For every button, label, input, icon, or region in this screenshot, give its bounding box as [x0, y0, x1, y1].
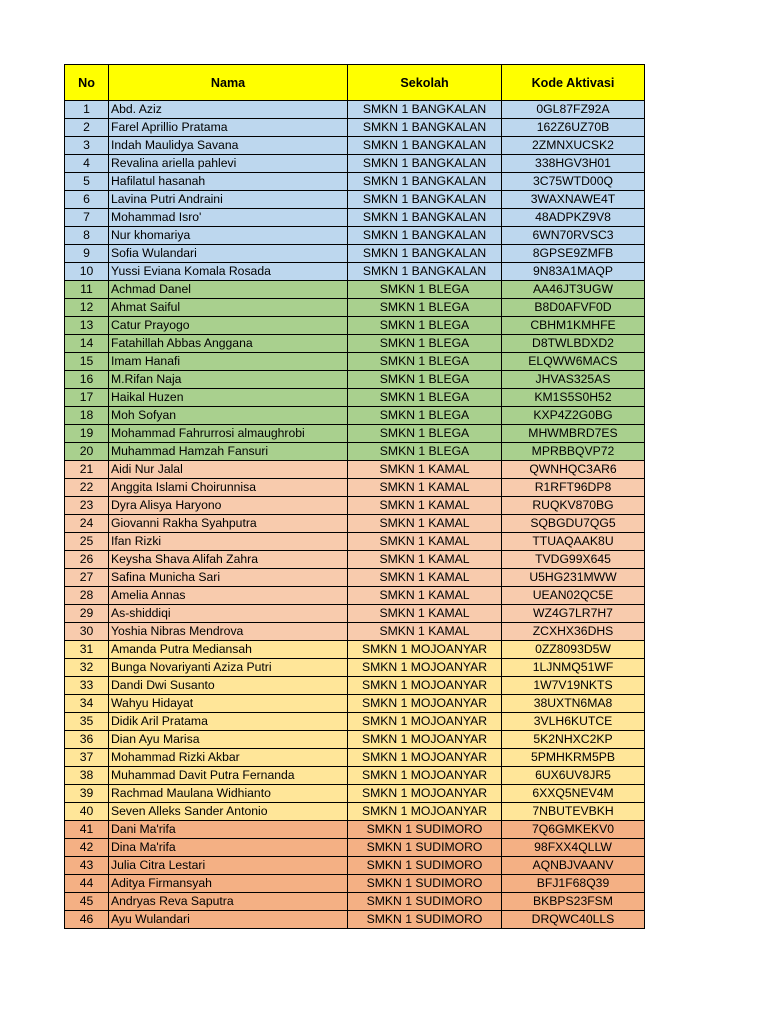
cell-nama: Ifan Rizki: [109, 533, 348, 551]
cell-kode: 5K2NHXC2KP: [502, 731, 645, 749]
cell-sekolah: SMKN 1 KAMAL: [348, 533, 502, 551]
table-row: [65, 749, 645, 767]
cell-kode: BKBPS23FSM: [502, 893, 645, 911]
cell-nama: Ahmat Saiful: [109, 299, 348, 317]
cell-kode: 338HGV3H01: [502, 155, 645, 173]
cell-kode: 0ZZ8093D5W: [502, 641, 645, 659]
cell-kode: AA46JT3UGW: [502, 281, 645, 299]
cell-nama: Farel Aprillio Pratama: [109, 119, 348, 137]
cell-nama: As-shiddiqi: [109, 605, 348, 623]
cell-sekolah: SMKN 1 BANGKALAN: [348, 227, 502, 245]
cell-nama: Imam Hanafi: [109, 353, 348, 371]
cell-kode: 162Z6UZ70B: [502, 119, 645, 137]
cell-no: 15: [65, 353, 109, 371]
table-row: [65, 551, 645, 569]
cell-sekolah: SMKN 1 KAMAL: [348, 551, 502, 569]
cell-sekolah: SMKN 1 SUDIMORO: [348, 911, 502, 929]
cell-no: 8: [65, 227, 109, 245]
cell-kode: 7Q6GMKEKV0: [502, 821, 645, 839]
cell-no: 37: [65, 749, 109, 767]
cell-sekolah: SMKN 1 KAMAL: [348, 623, 502, 641]
cell-sekolah: SMKN 1 BANGKALAN: [348, 173, 502, 191]
cell-nama: Lavina Putri Andraini: [109, 191, 348, 209]
cell-no: 23: [65, 497, 109, 515]
cell-sekolah: SMKN 1 BANGKALAN: [348, 119, 502, 137]
cell-nama: Mohammad Fahrurrosi almaughrobi: [109, 425, 348, 443]
cell-nama: Safina Municha Sari: [109, 569, 348, 587]
cell-nama: Muhammad Davit Putra Fernanda: [109, 767, 348, 785]
activation-code-table: [64, 64, 645, 929]
cell-kode: MHWMBRD7ES: [502, 425, 645, 443]
table-row: [65, 677, 645, 695]
cell-nama: Rachmad Maulana Widhianto: [109, 785, 348, 803]
table-row: [65, 137, 645, 155]
cell-sekolah: SMKN 1 BANGKALAN: [348, 155, 502, 173]
cell-sekolah: SMKN 1 MOJOANYAR: [348, 641, 502, 659]
cell-nama: Julia Citra Lestari: [109, 857, 348, 875]
cell-no: 18: [65, 407, 109, 425]
cell-no: 40: [65, 803, 109, 821]
header-kode: Kode Aktivasi: [502, 65, 645, 101]
table-row: [65, 839, 645, 857]
cell-sekolah: SMKN 1 MOJOANYAR: [348, 731, 502, 749]
table-row: [65, 407, 645, 425]
table-row: [65, 101, 645, 119]
cell-no: 27: [65, 569, 109, 587]
table-row: [65, 641, 645, 659]
cell-nama: Dandi Dwi Susanto: [109, 677, 348, 695]
cell-sekolah: SMKN 1 MOJOANYAR: [348, 659, 502, 677]
cell-no: 46: [65, 911, 109, 929]
table-row: [65, 461, 645, 479]
table-row: [65, 911, 645, 929]
cell-sekolah: SMKN 1 BLEGA: [348, 299, 502, 317]
table-row: [65, 803, 645, 821]
cell-kode: CBHM1KMHFE: [502, 317, 645, 335]
cell-nama: Dian Ayu Marisa: [109, 731, 348, 749]
cell-kode: JHVAS325AS: [502, 371, 645, 389]
cell-kode: AQNBJVAANV: [502, 857, 645, 875]
cell-no: 14: [65, 335, 109, 353]
cell-nama: Muhammad Hamzah Fansuri: [109, 443, 348, 461]
cell-no: 12: [65, 299, 109, 317]
table-row: [65, 155, 645, 173]
table-row: [65, 443, 645, 461]
cell-sekolah: SMKN 1 BLEGA: [348, 371, 502, 389]
cell-sekolah: SMKN 1 KAMAL: [348, 569, 502, 587]
cell-sekolah: SMKN 1 BANGKALAN: [348, 101, 502, 119]
cell-nama: Ayu Wulandari: [109, 911, 348, 929]
table-row: [65, 515, 645, 533]
cell-no: 32: [65, 659, 109, 677]
cell-kode: UEAN02QC5E: [502, 587, 645, 605]
cell-nama: Nur khomariya: [109, 227, 348, 245]
cell-sekolah: SMKN 1 SUDIMORO: [348, 857, 502, 875]
cell-no: 3: [65, 137, 109, 155]
cell-no: 28: [65, 587, 109, 605]
table-row: [65, 605, 645, 623]
cell-nama: Dyra Alisya Haryono: [109, 497, 348, 515]
cell-kode: KM1S5S0H52: [502, 389, 645, 407]
cell-no: 13: [65, 317, 109, 335]
cell-kode: MPRBBQVP72: [502, 443, 645, 461]
cell-sekolah: SMKN 1 BLEGA: [348, 443, 502, 461]
cell-kode: 0GL87FZ92A: [502, 101, 645, 119]
cell-nama: Dani Ma'rifa: [109, 821, 348, 839]
cell-sekolah: SMKN 1 KAMAL: [348, 605, 502, 623]
table-row: [65, 569, 645, 587]
cell-no: 30: [65, 623, 109, 641]
cell-nama: M.Rifan Naja: [109, 371, 348, 389]
cell-kode: TVDG99X645: [502, 551, 645, 569]
cell-no: 4: [65, 155, 109, 173]
cell-no: 43: [65, 857, 109, 875]
cell-nama: Andryas Reva Saputra: [109, 893, 348, 911]
cell-no: 25: [65, 533, 109, 551]
table-row: [65, 713, 645, 731]
cell-sekolah: SMKN 1 SUDIMORO: [348, 875, 502, 893]
cell-no: 45: [65, 893, 109, 911]
cell-sekolah: SMKN 1 MOJOANYAR: [348, 695, 502, 713]
cell-no: 2: [65, 119, 109, 137]
table-row: [65, 587, 645, 605]
cell-sekolah: SMKN 1 BANGKALAN: [348, 263, 502, 281]
table-row: [65, 209, 645, 227]
cell-sekolah: SMKN 1 MOJOANYAR: [348, 713, 502, 731]
cell-sekolah: SMKN 1 MOJOANYAR: [348, 785, 502, 803]
table-row: [65, 893, 645, 911]
cell-kode: DRQWC40LLS: [502, 911, 645, 929]
cell-sekolah: SMKN 1 KAMAL: [348, 515, 502, 533]
cell-kode: 1W7V19NKTS: [502, 677, 645, 695]
cell-kode: TTUAQAAK8U: [502, 533, 645, 551]
table-row: [65, 227, 645, 245]
cell-sekolah: SMKN 1 SUDIMORO: [348, 839, 502, 857]
cell-nama: Sofia Wulandari: [109, 245, 348, 263]
cell-no: 42: [65, 839, 109, 857]
table-row: [65, 425, 645, 443]
cell-nama: Amelia Annas: [109, 587, 348, 605]
cell-no: 31: [65, 641, 109, 659]
cell-no: 36: [65, 731, 109, 749]
cell-sekolah: SMKN 1 BLEGA: [348, 407, 502, 425]
cell-kode: 3C75WTD00Q: [502, 173, 645, 191]
table-body: [65, 101, 645, 929]
cell-sekolah: SMKN 1 KAMAL: [348, 461, 502, 479]
cell-nama: Didik Aril Pratama: [109, 713, 348, 731]
table-row: [65, 659, 645, 677]
cell-no: 17: [65, 389, 109, 407]
cell-no: 16: [65, 371, 109, 389]
cell-no: 41: [65, 821, 109, 839]
cell-kode: 9N83A1MAQP: [502, 263, 645, 281]
cell-no: 29: [65, 605, 109, 623]
cell-kode: 2ZMNXUCSK2: [502, 137, 645, 155]
table-row: [65, 875, 645, 893]
cell-sekolah: SMKN 1 BLEGA: [348, 317, 502, 335]
cell-nama: Aditya Firmansyah: [109, 875, 348, 893]
cell-nama: Catur Prayogo: [109, 317, 348, 335]
cell-sekolah: SMKN 1 BANGKALAN: [348, 191, 502, 209]
cell-no: 9: [65, 245, 109, 263]
cell-kode: 7NBUTEVBKH: [502, 803, 645, 821]
cell-kode: KXP4Z2G0BG: [502, 407, 645, 425]
table-row: [65, 389, 645, 407]
header-sekolah: Sekolah: [348, 65, 502, 101]
cell-kode: SQBGDU7QG5: [502, 515, 645, 533]
cell-no: 35: [65, 713, 109, 731]
cell-kode: 3WAXNAWE4T: [502, 191, 645, 209]
cell-nama: Indah Maulidya Savana: [109, 137, 348, 155]
cell-nama: Haikal Huzen: [109, 389, 348, 407]
header-no: No: [65, 65, 109, 101]
cell-nama: Bunga Novariyanti Aziza Putri: [109, 659, 348, 677]
cell-nama: Anggita Islami Choirunnisa: [109, 479, 348, 497]
cell-kode: B8D0AFVF0D: [502, 299, 645, 317]
cell-no: 5: [65, 173, 109, 191]
cell-no: 11: [65, 281, 109, 299]
cell-kode: R1RFT96DP8: [502, 479, 645, 497]
cell-no: 33: [65, 677, 109, 695]
cell-nama: Giovanni Rakha Syahputra: [109, 515, 348, 533]
table-row: [65, 857, 645, 875]
table-row: [65, 731, 645, 749]
cell-sekolah: SMKN 1 BANGKALAN: [348, 137, 502, 155]
cell-sekolah: SMKN 1 MOJOANYAR: [348, 749, 502, 767]
cell-kode: 98FXX4QLLW: [502, 839, 645, 857]
header-nama: Nama: [109, 65, 348, 101]
cell-nama: Achmad Danel: [109, 281, 348, 299]
cell-kode: 38UXTN6MA8: [502, 695, 645, 713]
table-row: [65, 281, 645, 299]
cell-kode: 8GPSE9ZMFB: [502, 245, 645, 263]
table-row: [65, 173, 645, 191]
cell-kode: 6WN70RVSC3: [502, 227, 645, 245]
cell-no: 10: [65, 263, 109, 281]
table-row: [65, 785, 645, 803]
table-row: [65, 371, 645, 389]
cell-no: 6: [65, 191, 109, 209]
cell-nama: Keysha Shava Alifah Zahra: [109, 551, 348, 569]
cell-nama: Mohammad Rizki Akbar: [109, 749, 348, 767]
cell-no: 21: [65, 461, 109, 479]
cell-nama: Wahyu Hidayat: [109, 695, 348, 713]
cell-nama: Dina Ma'rifa: [109, 839, 348, 857]
cell-sekolah: SMKN 1 BLEGA: [348, 389, 502, 407]
table-row: [65, 335, 645, 353]
table-row: [65, 821, 645, 839]
header-row: [65, 65, 645, 101]
cell-kode: BFJ1F68Q39: [502, 875, 645, 893]
cell-kode: 5PMHKRM5PB: [502, 749, 645, 767]
cell-sekolah: SMKN 1 KAMAL: [348, 479, 502, 497]
cell-no: 44: [65, 875, 109, 893]
cell-nama: Revalina ariella pahlevi: [109, 155, 348, 173]
cell-sekolah: SMKN 1 KAMAL: [348, 497, 502, 515]
cell-sekolah: SMKN 1 BANGKALAN: [348, 245, 502, 263]
cell-no: 1: [65, 101, 109, 119]
cell-no: 7: [65, 209, 109, 227]
cell-no: 24: [65, 515, 109, 533]
cell-sekolah: SMKN 1 BLEGA: [348, 353, 502, 371]
table-row: [65, 191, 645, 209]
cell-kode: 48ADPKZ9V8: [502, 209, 645, 227]
cell-nama: Amanda Putra Mediansah: [109, 641, 348, 659]
cell-kode: U5HG231MWW: [502, 569, 645, 587]
cell-sekolah: SMKN 1 MOJOANYAR: [348, 767, 502, 785]
cell-nama: Yoshia Nibras Mendrova: [109, 623, 348, 641]
table-row: [65, 263, 645, 281]
cell-nama: Hafilatul hasanah: [109, 173, 348, 191]
cell-sekolah: SMKN 1 MOJOANYAR: [348, 677, 502, 695]
cell-sekolah: SMKN 1 KAMAL: [348, 587, 502, 605]
cell-nama: Seven Alleks Sander Antonio: [109, 803, 348, 821]
cell-no: 34: [65, 695, 109, 713]
table-row: [65, 623, 645, 641]
cell-nama: Aidi Nur Jalal: [109, 461, 348, 479]
table-row: [65, 119, 645, 137]
cell-sekolah: SMKN 1 SUDIMORO: [348, 893, 502, 911]
cell-kode: 6XXQ5NEV4M: [502, 785, 645, 803]
table-row: [65, 695, 645, 713]
table-row: [65, 299, 645, 317]
cell-no: 38: [65, 767, 109, 785]
cell-no: 19: [65, 425, 109, 443]
cell-kode: WZ4G7LR7H7: [502, 605, 645, 623]
cell-kode: 6UX6UV8JR5: [502, 767, 645, 785]
table-row: [65, 533, 645, 551]
cell-no: 20: [65, 443, 109, 461]
cell-kode: QWNHQC3AR6: [502, 461, 645, 479]
table-row: [65, 479, 645, 497]
table-row: [65, 353, 645, 371]
cell-kode: RUQKV870BG: [502, 497, 645, 515]
cell-no: 39: [65, 785, 109, 803]
cell-no: 22: [65, 479, 109, 497]
cell-nama: Moh Sofyan: [109, 407, 348, 425]
cell-kode: 1LJNMQ51WF: [502, 659, 645, 677]
cell-kode: 3VLH6KUTCE: [502, 713, 645, 731]
cell-nama: Fatahillah Abbas Anggana: [109, 335, 348, 353]
table-row: [65, 497, 645, 515]
cell-sekolah: SMKN 1 BLEGA: [348, 281, 502, 299]
cell-sekolah: SMKN 1 BLEGA: [348, 335, 502, 353]
table-row: [65, 317, 645, 335]
cell-sekolah: SMKN 1 MOJOANYAR: [348, 803, 502, 821]
cell-no: 26: [65, 551, 109, 569]
cell-kode: D8TWLBDXD2: [502, 335, 645, 353]
cell-sekolah: SMKN 1 SUDIMORO: [348, 821, 502, 839]
table-row: [65, 767, 645, 785]
cell-nama: Mohammad Isro': [109, 209, 348, 227]
cell-sekolah: SMKN 1 BANGKALAN: [348, 209, 502, 227]
cell-kode: ELQWW6MACS: [502, 353, 645, 371]
cell-nama: Abd. Aziz: [109, 101, 348, 119]
table-row: [65, 245, 645, 263]
cell-sekolah: SMKN 1 BLEGA: [348, 425, 502, 443]
cell-nama: Yussi Eviana Komala Rosada: [109, 263, 348, 281]
cell-kode: ZCXHX36DHS: [502, 623, 645, 641]
